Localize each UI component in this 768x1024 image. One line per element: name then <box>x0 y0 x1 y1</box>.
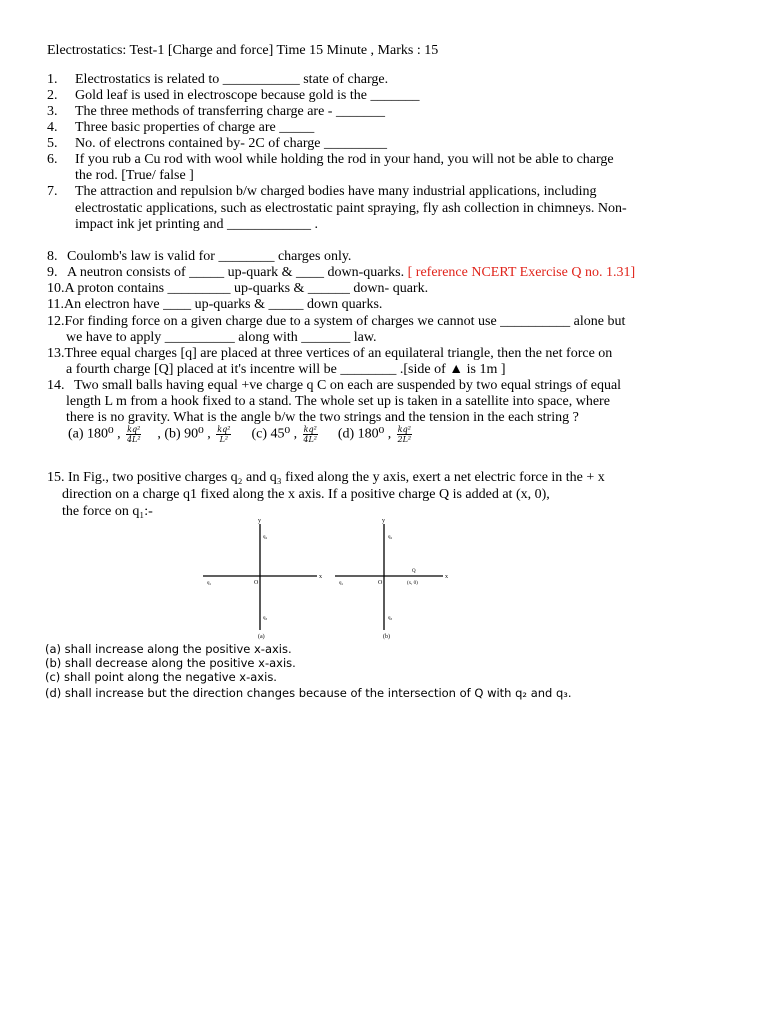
question-12-line-2: we have to apply __________ along with _______ law. <box>66 330 377 345</box>
question-10: 10.A proton contains _________ up-quarks & ______ down- quark. <box>47 281 429 296</box>
answer-d: (d) shall increase but the direction changes because of the intersection of Q with q₂ and q₃. <box>45 686 572 700</box>
figure-a <box>203 518 322 640</box>
option-c: (c) 45⁰ , $\frac{\text{kq²}}{\text{4L²}}$ <box>251 425 318 444</box>
option-a: (a) 180⁰ , $\frac{\text{kq²}}{\text{4L²}}$ <box>68 425 141 444</box>
question-7-line-3: impact ink jet printing and ____________ . <box>75 217 319 232</box>
figure-b-q3-label: q₃ <box>388 616 393 621</box>
figure-b-caption: (b) <box>383 634 390 640</box>
question-2: 2. Gold leaf is used in electroscope because gold is the _______ <box>47 88 420 103</box>
figure-a-y-label: y <box>258 518 261 524</box>
question-8: 8. Coulomb's law is valid for ________ charges only. <box>47 249 352 264</box>
question-11: 11.An electron have ____ up-quarks & _____ down quarks. <box>47 297 383 312</box>
figure-a-x-label: x <box>319 574 322 580</box>
charge-figure <box>195 512 455 644</box>
figure-b-y-label: y <box>382 518 385 524</box>
question-15: 15. In Fig., two positive charges q₂ and q₃ fixed along the y axis, exert a net electric force in the + x <box>47 470 605 485</box>
option-c-fraction: $\frac{\text{kq²}}{\text{4L²}}$ <box>303 425 318 444</box>
question-6: 6. If you rub a Cu rod with wool while holding the rod in your hand, you will not be able to charge <box>47 152 614 167</box>
test-header: Electrostatics: Test-1 [Charge and force] Time 15 Minute , Marks : 15 <box>47 43 439 58</box>
question-3: 3. The three methods of transferring charge are - _______ <box>47 104 385 119</box>
question-14-line-3: there is no gravity. What is the angle b/w the two strings and the tension in the each string ? <box>66 410 579 425</box>
figure-a-origin: O <box>254 580 259 586</box>
option-b-fraction: $\frac{\text{kq²}}{\text{L²}}$ <box>217 425 231 444</box>
question-1: 1. Electrostatics is related to ___________ state of charge. <box>47 72 389 87</box>
question-14-line-2: length L m from a hook fixed to a stand. The whole set up is taken in a satellite into space, where <box>66 394 610 409</box>
question-13-line-2: a fourth charge [Q] placed at it's incentre will be ________ .[side of ▲ is 1m ] <box>66 362 506 377</box>
question-4: 4. Three basic properties of charge are _____ <box>47 120 315 135</box>
figure-b <box>335 518 448 640</box>
question-7: 7. The attraction and repulsion b/w charged bodies have many industrial applications, including <box>47 184 597 199</box>
figure-b-Q-label: Q <box>412 569 416 574</box>
figure-b-q1-label: q₁ <box>339 581 344 586</box>
question-7-line-2: electrostatic applications, such as electrostatic paint spraying, fly ash collection in chimneys. Non- <box>75 201 627 216</box>
figure-a-q1-label: q₁ <box>207 581 212 586</box>
option-b: , (b) 90⁰ , $\frac{\text{kq²}}{\text{L²}}$ <box>157 425 231 444</box>
question-15-line-3: the force on q₁:- <box>62 504 153 519</box>
figure-b-x-label: x <box>445 574 448 580</box>
question-5: 5. No. of electrons contained by- 2C of charge _________ <box>47 136 387 151</box>
answer-b: (b) shall decrease along the positive x-axis. <box>45 656 296 670</box>
option-d-fraction: $\frac{\text{kq²}}{\text{2L²}}$ <box>397 425 412 444</box>
ncert-reference: [ reference NCERT Exercise Q no. 1.31] <box>407 265 636 280</box>
option-d: (d) 180⁰ , $\frac{\text{kq²}}{\text{2L²}}$ <box>337 425 412 444</box>
figure-a-caption: (a) <box>258 634 265 640</box>
question-14: 14. Two small balls having equal +ve charge q C on each are suspended by two equal strings of equal <box>47 378 622 393</box>
figure-b-point-label: (x, 0) <box>407 581 418 586</box>
figure-a-q3-label: q₃ <box>263 616 268 621</box>
question-9: 9. A neutron consists of _____ up-quark & ____ down-quarks. [ reference NCERT Exercise Q no. 1.31] <box>47 265 636 280</box>
question-14-options <box>68 425 418 444</box>
figure-a-q2-label: q₂ <box>263 535 268 540</box>
question-13: 13.Three equal charges [q] are placed at three vertices of an equilateral triangle, then the net force on <box>47 346 613 361</box>
question-15-line-2: direction on a charge q1 fixed along the x axis. If a positive charge Q is added at (x, 0), <box>62 487 550 502</box>
figure-b-origin: O <box>378 580 383 586</box>
question-12: 12.For finding force on a given charge due to a system of charges we cannot use __________ alone but <box>47 314 626 329</box>
figure-b-q2-label: q₂ <box>388 535 393 540</box>
question-6-line-2: the rod. [True/ false ] <box>75 168 194 183</box>
option-a-fraction: $\frac{\text{kq²}}{\text{4L²}}$ <box>126 425 141 444</box>
answer-c: (c) shall point along the negative x-axis. <box>45 670 277 684</box>
answer-a: (a) shall increase along the positive x-axis. <box>45 642 292 656</box>
